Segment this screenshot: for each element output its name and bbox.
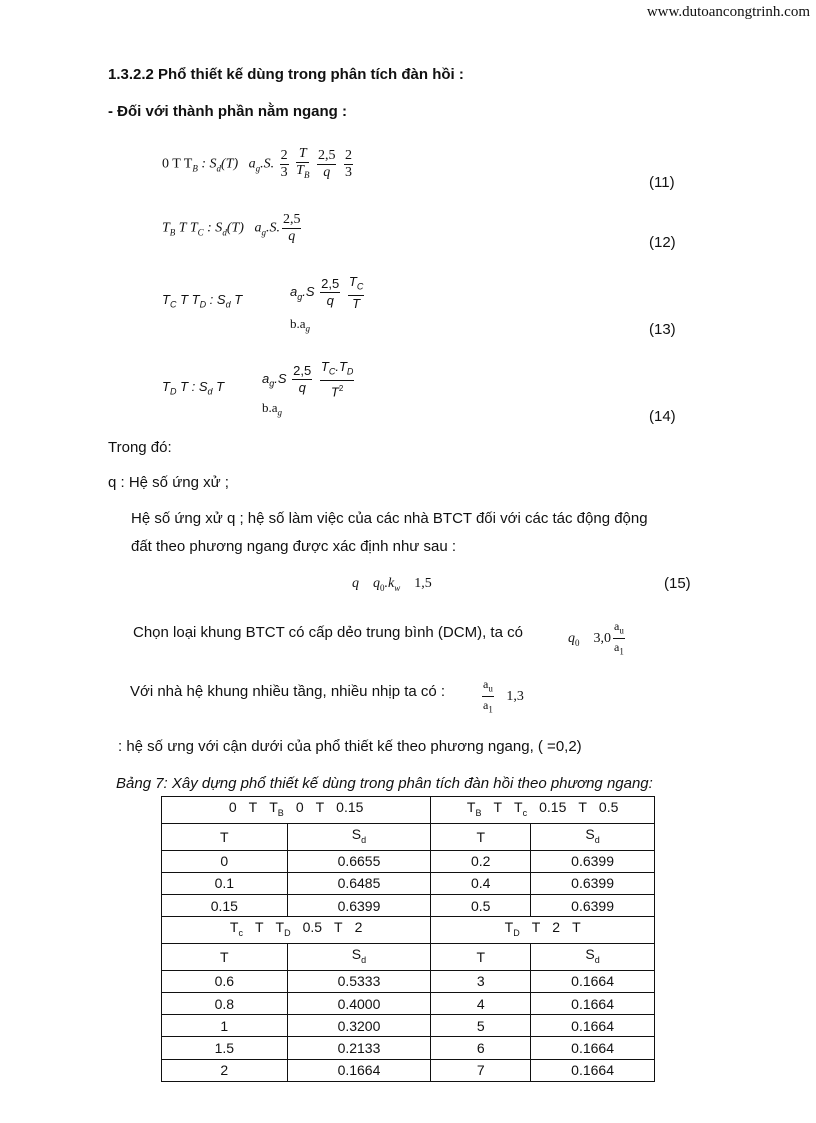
cell: 0.1664 [287, 1059, 431, 1081]
where-label: Trong đó: [108, 439, 172, 456]
cell: 0.6399 [531, 894, 655, 916]
equation-13-top: $a_g.S$ $\frac{2,5}{q}$ $\frac{T_C}{T}$ [290, 274, 364, 311]
equation-13-number: (13) [649, 321, 676, 338]
cell: 7 [431, 1059, 531, 1081]
table-caption: Bảng 7: Xây dựng phổ thiết kế dùng trong phân tích đàn hồi theo phương ngang: [116, 775, 653, 792]
cell: 0.4000 [287, 992, 431, 1014]
table-row [162, 850, 655, 872]
table-row [162, 1059, 655, 1081]
equation-14-condition: $T_D$ T : $S_d$ T [162, 379, 225, 397]
col-header-t: T [431, 823, 531, 850]
cell: 4 [431, 992, 531, 1014]
cell: 0.6655 [287, 850, 431, 872]
equation-12-number: (12) [649, 234, 676, 251]
cell: 0.1664 [531, 970, 655, 992]
cell: 0.1 [162, 872, 288, 894]
equation-12: $T_B$ T $T_C$ : $S_d(T)$ $a_g.S$. $\frac{2,5}{q}$ [162, 212, 301, 244]
cell: 0.4 [431, 872, 531, 894]
cell: 0.2 [431, 850, 531, 872]
block1-left-header: 0 T $T_B$ 0 T 0.15 [162, 797, 431, 824]
frame-q0-formula: $q_0$ 3,0 $\frac{a_u}{a_1}$ [568, 619, 624, 657]
multi-storey-text: Với nhà hệ khung nhiều tầng, nhiều nhịp ta có : [130, 683, 446, 700]
cell: 0.6485 [287, 872, 431, 894]
cell: 0.1664 [531, 992, 655, 1014]
block1-right-header: $T_B$ T $T_c$ 0.15 T 0.5 [431, 797, 655, 824]
cell: 0.1664 [531, 1059, 655, 1081]
cell: 5 [431, 1015, 531, 1037]
col-header-sd: $S_d$ [287, 823, 431, 850]
section-subtitle: - Đối với thành phần nằm ngang : [108, 103, 347, 120]
col-header-sd: $S_d$ [531, 943, 655, 970]
equation-14-top: $a_g.S$ $\frac{2,5}{q}$ $\frac{T_C.T_D}{T^2}$ [262, 359, 354, 399]
table-row [162, 970, 655, 992]
col-header-t: T [162, 823, 288, 850]
table-block2-header [162, 917, 655, 944]
block2-right-header: $T_D$ T 2 T [431, 917, 655, 944]
cell: 6 [431, 1037, 531, 1059]
section-title: 1.3.2.2 Phổ thiết kế dùng trong phân tích đàn hồi : [108, 66, 464, 83]
cell: 1 [162, 1015, 288, 1037]
equation-15-number: (15) [664, 575, 691, 592]
cell: 0.1664 [531, 1037, 655, 1059]
equation-13-bottom: $b.a_g$ [290, 316, 311, 334]
col-header-t: T [431, 943, 531, 970]
equation-13-condition: $T_C$ T $T_D$ : $S_d$ T [162, 292, 243, 310]
table-row [162, 992, 655, 1014]
paragraph-line-1: Hệ số ứng xử q ; hệ số làm việc của các nhà BTCT đối với các tác động động [131, 510, 648, 527]
table-row [162, 894, 655, 916]
cell: 0.5333 [287, 970, 431, 992]
equation-15: q $q_0.k_w$ 1,5 [352, 576, 432, 593]
cell: 0.6 [162, 970, 288, 992]
cell: 0.8 [162, 992, 288, 1014]
cell: 0.15 [162, 894, 288, 916]
cell: 0.3200 [287, 1015, 431, 1037]
paragraph-line-2: đất theo phương ngang được xác định như sau : [131, 538, 457, 555]
table-row [162, 872, 655, 894]
col-header-sd: $S_d$ [287, 943, 431, 970]
table-block2-columns [162, 943, 655, 970]
q-definition: q : Hệ số ứng xử ; [108, 474, 229, 491]
table-block1-columns [162, 823, 655, 850]
cell: 3 [431, 970, 531, 992]
table-row [162, 1015, 655, 1037]
table-row [162, 1037, 655, 1059]
site-url[interactable]: www.dutoancongtrinh.com [646, 4, 810, 20]
cell: 0.6399 [531, 872, 655, 894]
cell: 0.6399 [287, 894, 431, 916]
multi-storey-formula: $\frac{a_u}{a_1}$ 1,3 [483, 677, 524, 715]
cell: 0.1664 [531, 1015, 655, 1037]
equation-14-number: (14) [649, 408, 676, 425]
col-header-t: T [162, 943, 288, 970]
col-header-sd: $S_d$ [531, 823, 655, 850]
block2-left-header: $T_c$ T $T_D$ 0.5 T 2 [162, 917, 431, 944]
cell: 0.5 [431, 894, 531, 916]
table-block1-header [162, 797, 655, 824]
equation-11: 0 T $T_B$ : $S_d(T)$ $a_g.S$. $\frac{2}{3}$ $\frac{T}{T_B}$ $\frac{2,5}{q}$ $\frac{2}{3}$ [162, 146, 352, 180]
cell: 0.6399 [531, 850, 655, 872]
beta-definition: : hệ số ưng với cận dưới của phổ thiết kế theo phương ngang, ( =0,2) [118, 738, 582, 755]
cell: 0 [162, 850, 288, 872]
spectrum-table [161, 796, 655, 1082]
cell: 2 [162, 1059, 288, 1081]
equation-14-bottom: $b.a_g$ [262, 400, 283, 418]
frame-selection-text: Chọn loại khung BTCT có cấp dẻo trung bình (DCM), ta có [133, 624, 523, 641]
cell: 0.2133 [287, 1037, 431, 1059]
cell: 1.5 [162, 1037, 288, 1059]
equation-11-number: (11) [649, 174, 675, 191]
